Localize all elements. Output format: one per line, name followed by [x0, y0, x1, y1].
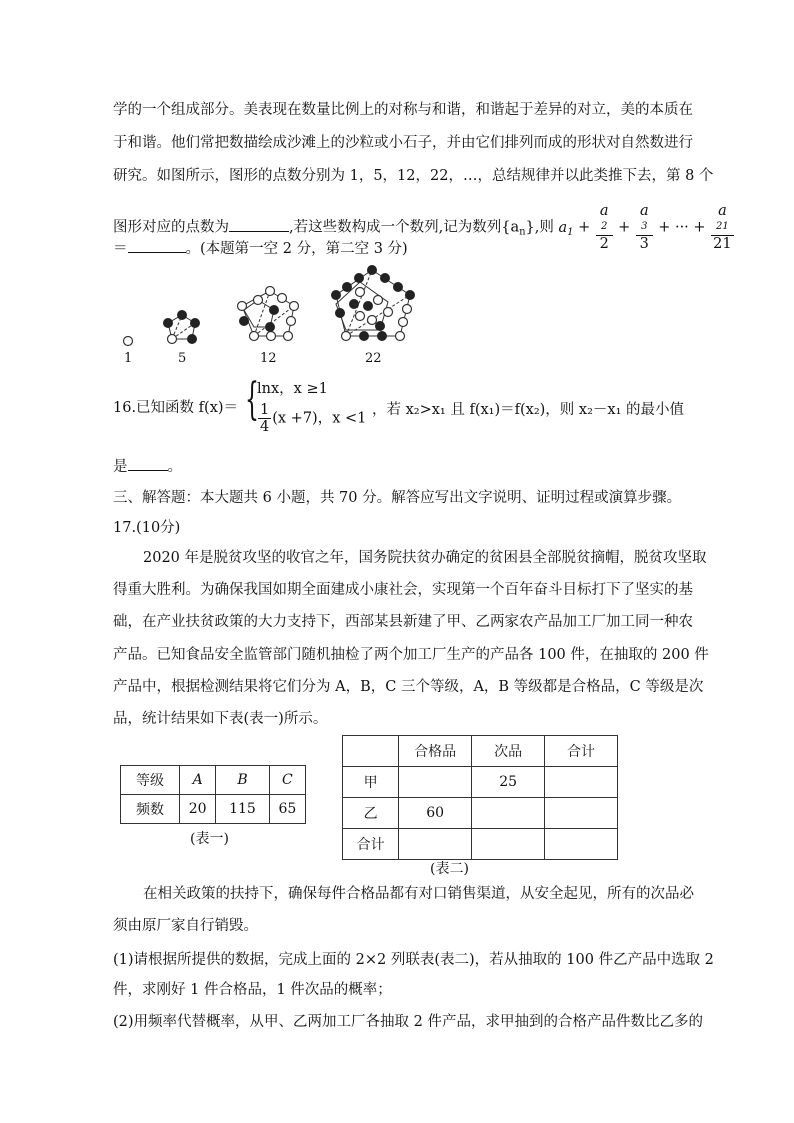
- figure-label-12: 12: [260, 351, 277, 366]
- quarter-num: 1: [260, 402, 270, 418]
- table-1-cell: 115: [216, 795, 269, 824]
- frac-a21-sub: 21: [716, 221, 729, 232]
- table-1-row-grade: [121, 766, 306, 795]
- table-2-header-row: [343, 736, 618, 767]
- table-1-cell: A: [180, 766, 216, 795]
- answer-blank-2: [128, 238, 186, 253]
- table-2-cell: 次品: [472, 736, 545, 767]
- q1-line-2: 件，求刚好 1 件合格品，1 件次品的概率；: [113, 982, 392, 998]
- p16-line-2-b: 。: [167, 459, 182, 475]
- frac-a3-num: a: [639, 203, 649, 219]
- fraction-a2-over-2: [596, 203, 613, 252]
- figure-5: [164, 311, 200, 344]
- frac-a3-den: 3: [639, 236, 649, 252]
- plus-sign-2: +: [618, 219, 631, 236]
- sum-a1-sub: 1: [567, 226, 574, 238]
- table-2-cell[interactable]: [399, 829, 472, 860]
- sum-term-a1: [559, 220, 574, 236]
- fraction-a21-over-21: [711, 203, 733, 252]
- figure-22: [332, 266, 415, 341]
- fraction-one-quarter: [258, 402, 271, 435]
- p17-header: 17.(10分): [113, 520, 181, 536]
- table-2-cell[interactable]: [472, 829, 545, 860]
- quarter-den: 4: [260, 419, 270, 435]
- p16-line-2: [113, 456, 182, 477]
- table-1-caption: (表一): [190, 831, 229, 847]
- table-2-cell: [343, 736, 399, 767]
- figure-label-5: 5: [178, 351, 187, 366]
- table-1-cell: 20: [180, 795, 216, 824]
- p17-para-line-5: 产品中，根据检测结果将它们分为 A，B，C 三个等级，A，B 等级都是合格品，C 等级是次: [113, 679, 704, 695]
- table-2-cell: 25: [472, 767, 545, 798]
- table-2-cell[interactable]: [472, 798, 545, 829]
- table-1-cell: C: [269, 766, 305, 795]
- table-2-cell[interactable]: [545, 767, 618, 798]
- table-2-cell: 60: [399, 798, 472, 829]
- table-2-cell[interactable]: [545, 829, 618, 860]
- p15-line-5: [113, 238, 408, 259]
- p16-case-1: lnx，x ≥1: [257, 381, 328, 397]
- piecewise-brace: {: [245, 374, 259, 425]
- figure-label-22: 22: [365, 351, 382, 366]
- table-2-cell: 合计: [343, 829, 399, 860]
- p15-line-1: 学的一个组成部分。美表现在数量比例上的对称与和谐，和谐起于差异的对立，美的本质在: [113, 102, 693, 118]
- p17-para-line-3: 础，在产业扶贫政策的大力支持下，西部某县新建了甲、乙两家农产品加工厂加工同一种农: [113, 614, 693, 630]
- p15-line-4-c: },则: [525, 219, 554, 236]
- table-2-cell: 合计: [545, 736, 618, 767]
- ellipsis: ···: [674, 219, 689, 236]
- table-1-cell: 等级: [121, 766, 180, 795]
- table-2-cell[interactable]: [545, 798, 618, 829]
- p15-line-2: 于和谐。他们常把数描绘成沙滩上的沙粒或小石子，并由它们排列而成的形状对自然数进行: [113, 135, 693, 151]
- subscript-n: n: [519, 226, 526, 238]
- figure-label-1: 1: [124, 351, 133, 366]
- answer-blank-1: [229, 217, 289, 232]
- p17-para-line-4: 产品。已知食品安全监管部门随机抽检了两个加工厂生产的产品各 100 件，在抽取的 200 件: [113, 647, 709, 663]
- q1-line-1: (1)请根据所提供的数据，完成上面的 2×2 列联表(表二)，若从抽取的 100 件乙产品中选取 2: [113, 952, 714, 968]
- p17-para-line-7: 在相关政策的扶持下，确保每件合格品都有对口销售渠道，从安全起见，所有的次品必: [143, 886, 694, 902]
- frac-a2-den: 2: [599, 236, 609, 252]
- sum-a1-letter: a: [558, 219, 568, 236]
- p17-para-line-8: 须由原厂家自行销毁。: [113, 918, 258, 934]
- figure-1: [124, 337, 133, 346]
- p16-case-2-rest: (x +7)，x <1: [272, 410, 367, 427]
- table-2-row-total: [343, 829, 618, 860]
- table-2-row-yi: [343, 798, 618, 829]
- p16-line-2-a: 是: [113, 459, 128, 475]
- table-2-cell: 乙: [343, 798, 399, 829]
- table-1-cell: 65: [269, 795, 305, 824]
- answer-blank-3: [128, 456, 168, 471]
- p15-line-4-b: ,若这些数构成一个数列,记为数列{a: [289, 219, 520, 236]
- table-2-cell: 甲: [343, 767, 399, 798]
- q2-line-1: (2)用频率代替概率，从甲、乙两加工厂各抽取 2 件产品，求甲抽到的合格产品件数比乙多的: [113, 1014, 703, 1030]
- table-1-row-frequency: [121, 795, 306, 824]
- table-2-caption: (表二): [430, 861, 469, 877]
- table-1-cell: B: [216, 766, 269, 795]
- table-1-cell: 频数: [121, 795, 180, 824]
- frac-a21-den: 21: [713, 236, 732, 252]
- p16-prefix: 16.已知函数 f(x)＝: [113, 400, 239, 416]
- plus-sign-1: +: [578, 219, 591, 236]
- frac-a2-num: a: [599, 203, 609, 219]
- p17-para-line-6: 品，统计结果如下表(表一)所示。: [113, 711, 328, 727]
- plus-sign-4: +: [693, 219, 706, 236]
- table-2: [342, 735, 618, 860]
- p15-score-note: 。(本题第一空 2 分，第二空 3 分): [185, 241, 408, 257]
- table-2-cell[interactable]: [399, 767, 472, 798]
- p15-line-4-a: 图形对应的点数为: [113, 219, 229, 236]
- equals-sign: ＝: [113, 241, 128, 257]
- table-2-cell: 合格品: [399, 736, 472, 767]
- figure-12: [238, 287, 299, 341]
- p17-para-line-1: 2020 年是脱贫攻坚的收官之年，国务院扶贫办确定的贫困县全部脱贫摘帽，脱贫攻坚取: [143, 550, 707, 566]
- table-1: [120, 765, 306, 824]
- p15-line-3: 研究。如图所示，图形的点数分别为 1，5，12，22，…，总结规律并以此类推下去，第 8 个: [113, 168, 714, 184]
- p17-para-line-2: 得重大胜利。为确保我国如期全面建成小康社会，实现第一个百年奋斗目标打下了坚实的基: [113, 582, 693, 598]
- pentagonal-dots-figure: [110, 260, 430, 370]
- table-2-row-jia: [343, 767, 618, 798]
- section-3-heading: 三、解答题：本大题共 6 小题，共 70 分。解答应写出文字说明、证明过程或演算步骤。: [113, 490, 682, 506]
- fraction-a3-over-3: [636, 203, 653, 252]
- plus-sign-3: +: [658, 219, 671, 236]
- p16-case-2: [257, 402, 366, 435]
- frac-a21-num: a: [718, 203, 727, 219]
- frac-a2-sub: 2: [601, 221, 608, 232]
- frac-a3-sub: 3: [641, 221, 648, 232]
- p16-suffix: ，若 x₂>x₁ 且 f(x₁)＝f(x₂)，则 x₂－x₁ 的最小值: [372, 402, 684, 418]
